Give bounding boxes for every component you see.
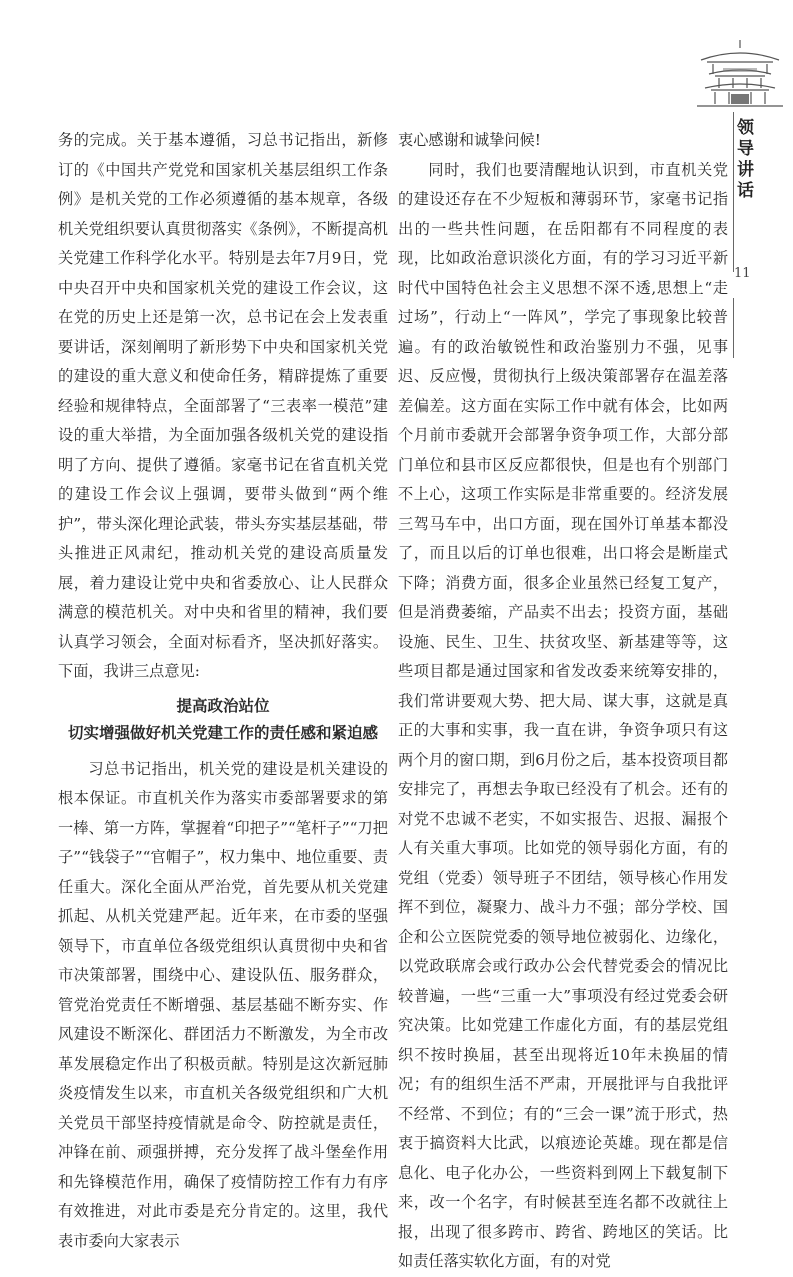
left-column [58,126,388,1256]
page-number: 11 [734,266,751,281]
continuation-line: 衷心感谢和诚挚问候! [398,131,541,149]
margin-rule-lower [733,298,734,358]
section-label: 领导讲话 [737,118,754,201]
heading-line-1: 提高政治站位 [176,696,270,715]
body-paragraph: 习总书记指出，机关党的建设是机关建设的根本保证。市直机关作为落实市委部署要求的第一棒、第一方阵，掌握着“印把子”“笔杆子”“刀把子”“钱袋子”“官帽子”，权力集中、地位重要、责任重大。深化全面从严治党，首先要从机关党建抓起、从机关党建严起。近年来，在市委的坚强领导下，市直单位各级党组织认真贯彻中央和省市决策部署，围绕中心、建设队伍、服务群众，管党治党责任不断增强、基层基础不断夯实、作风建设不断深化、群团活力不断激发，为全市改革发展稳定作出了积极贡献。特别是这次新冠肺炎疫情发生以来，市直机关各级党组织和广大机关党员干部坚持疫情就是命令、防控就是责任，冲锋在前、顽强拼搏，充分发挥了战斗堡垒作用和先锋模范作用，确保了疫情防控工作有力有序有效推进，对此市委是充分肯定的。这里，我代表市委向大家表示 [58,759,388,1250]
heading-line-2: 切实增强做好机关党建工作的责任感和紧迫感 [67,723,378,742]
right-column [398,126,728,1277]
body-paragraph: 同时，我们也要清醒地认识到，市直机关党的建设还存在不少短板和薄弱环节，家毫书记指出的一些共性问题，在岳阳都有不同程度的表现，比如政治意识淡化方面，有的学习习近平新时代中国特色社会主义思想不深不透,思想上“走过场”，行动上“一阵风”，学完了事现象比较普遍。有的政治敏锐性和政治鉴别力不强，见事迟、反应慢，贯彻执行上级决策部署存在温差落差偏差。这方面在实际工作中就有体会，比如两个月前市委就开会部署争资争项工作，大部分部门单位和县市区反应都很快，但是也有个别部门不上心，这项工作实际是非常重要的。经济发展三驾马车中，出口方面，现在国外订单基本都没了，而且以后的订单也很难，出口将会是断崖式下降；消费方面，很多企业虽然已经复工复产，但是消费萎缩，产品卖不出去；投资方面，基础设施、民生、卫生、扶贫攻坚、新基建等等，这些项目都是通过国家和省发改委来统筹安排的，我们常讲要观大势、把大局、谋大事，这就是真正的大事和实事，我一直在讲，争资争项只有这两个月的窗口期，到6月份之后，基本投资项目都安排完了，再想去争取已经没有了机会。还有的对党不忠诚不老实，不如实报告、迟报、漏报个人有关重大事项。比如党的领导弱化方面，有的党组（党委）领导班子不团结，领导核心作用发挥不到位，凝聚力、战斗力不强；部分学校、国企和公立医院党委的领导地位被弱化、边缘化，以党政联席会或行政办公会代替党委会的情况比较普遍，一些“三重一大”事项没有经过党委会研究决策。比如党建工作虚化方面，有的基层党组织不按时换届，甚至出现将近10年未换届的情况；有的组织生活不严肃，开展批评与自我批评不经常、不到位；有的“三会一课”流于形式，热衷于搞资料大比武，以痕迹论英雄。现在都是信息化、电子化办公，一些资料到网上下载复制下来，改一个名字，有时候甚至连名都不改就往上报，出现了很多跨市、跨省、跨地区的笑话。比如责任落实软化方面，有的对党 [398,160,728,1270]
margin-rule [733,112,734,272]
section-heading [58,693,388,747]
pavilion-tower-icon [693,28,787,118]
intro-paragraph: 务的完成。关于基本遵循，习总书记指出，新修订的《中国共产党党和国家机关基层组织工作条例》是机关党的工作必须遵循的基本规章，各级机关党组织要认真贯彻落实《条例》，不断提高机关党建工作科学化水平。特别是去年7月9日，党中央召开中央和国家机关党的建设工作会议，这在党的历史上还是第一次，总书记在会上发表重要讲话，深刻阐明了新形势下中央和国家机关党的建设的重大意义和使命任务，精辟提炼了重要经验和规律特点，全面部署了“三表率一模范”建设的重大举措，为全面加强各级机关党的建设指明了方向、提供了遵循。家毫书记在省直机关党的建设工作会议上强调，要带头做到“两个维护”，带头深化理论武装，带头夯实基层基础，带头推进正风肃纪，推动机关党的建设高质量发展，着力建设让党中央和省委放心、让人民群众满意的模范机关。对中央和省里的精神，我们要认真学习领会，全面对标看齐，坚决抓好落实。下面，我讲三点意见: [58,131,388,680]
